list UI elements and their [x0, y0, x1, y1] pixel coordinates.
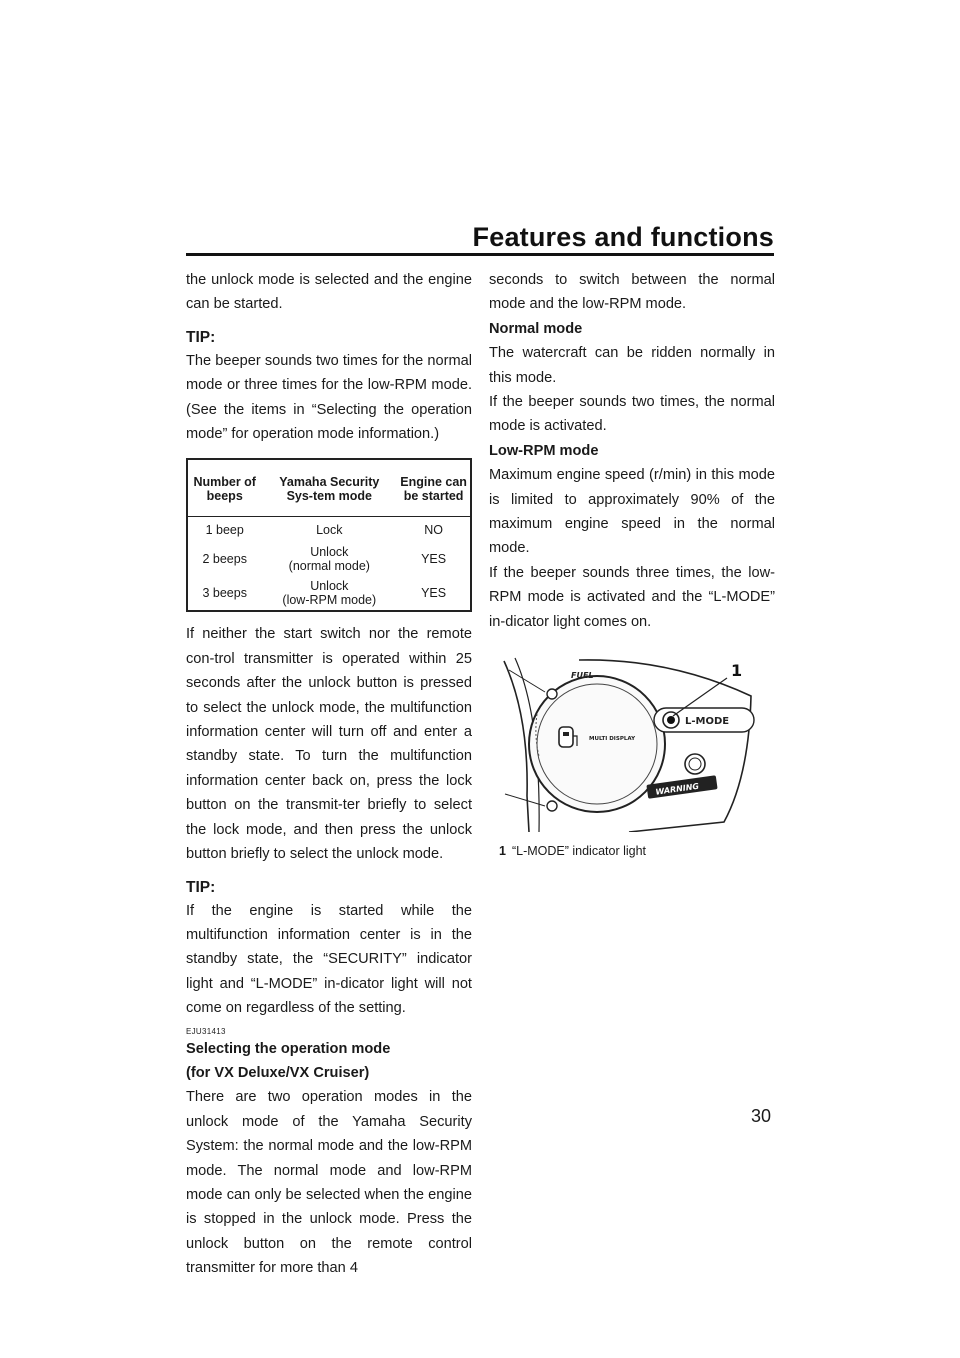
table-cell: NO: [424, 523, 443, 538]
table-header-mode: Yamaha Security Sys-tem mode: [261, 459, 397, 517]
table-row: [187, 542, 471, 576]
page-number: 30: [751, 1106, 772, 1126]
beeps-table: [186, 458, 472, 612]
section-title-line-2: (for VX Deluxe/VX Cruiser): [186, 1064, 370, 1081]
low-rpm-text-1: Maximum engine speed (r/min) in this mode is limited to approximately 90% of the maximum engine speed in the normal mode.: [489, 467, 775, 557]
l-mode-indicator-light: [654, 708, 754, 732]
instrument-panel-figure: [499, 656, 769, 832]
right-column: [489, 268, 775, 858]
table-header-row: [187, 459, 471, 517]
table-cell: Lock: [316, 523, 343, 538]
normal-mode-heading: Normal mode: [489, 320, 583, 337]
left-paragraph-2: If neither the start switch nor the remote con-trol transmitter is operated within 25 seconds after the unlock button is pressed to select the unlock mode, the multifunction information center will turn off and enter a standby state. To turn the multifunction information center back on, press the lock button on the transmit-ter briefly to select the lock mode, and then press the unlock button briefly to select the unlock mode.: [186, 626, 472, 863]
tip-text-1: The beeper sounds two times for the normal mode or three times for the low-RPM mode. (See the items in “Selecting the operation mode” for operation mode information.): [186, 352, 472, 443]
instrument-panel-illustration: [499, 656, 769, 832]
low-rpm-text-2: If the beeper sounds three times, the low-RPM mode is activated and the “L-MODE” in-dicator light comes on.: [489, 564, 775, 630]
section-title-line-1: Selecting the operation mode: [186, 1040, 391, 1057]
callout-number: 1: [731, 661, 743, 681]
low-rpm-heading: Low-RPM mode: [489, 442, 599, 459]
normal-mode-text-1: The watercraft can be ridden normally in this mode.: [489, 345, 775, 386]
right-paragraph-1: seconds to switch between the normal mode and the low-RPM mode.: [489, 272, 775, 313]
left-paragraph-3: There are two operation modes in the unlock mode of the Yamaha Security System: the normal mode and the low-RPM mode. The normal mode and low-RPM mode can only be selected when the engine is stopped in the unlock mode. Press the unlock button on the remote control transmitter for more than 4: [186, 1089, 472, 1277]
table-cell: 3 beeps: [202, 586, 247, 601]
table-header-beeps: Number of beeps: [187, 459, 261, 517]
title-rule: [186, 253, 774, 256]
section-code: EJU31413: [186, 1026, 226, 1036]
table-row: [187, 576, 471, 611]
table-cell: 2 beeps: [202, 552, 247, 567]
caption-number: 1: [499, 844, 506, 859]
caption-text: “L-MODE” indicator light: [511, 844, 647, 859]
table-cell: Unlock (normal mode): [288, 545, 370, 574]
tip-heading-2: TIP:: [186, 878, 216, 896]
table-row: [187, 517, 471, 543]
table-cell: YES: [421, 552, 447, 567]
table-cell: YES: [421, 586, 447, 601]
page-title: Features and functions: [472, 222, 774, 252]
table-cell: 1 beep: [205, 523, 244, 538]
left-paragraph-1: the unlock mode is selected and the engine can be started.: [186, 272, 472, 313]
left-column: [186, 268, 472, 1281]
table-header-started: Engine can be started: [397, 459, 471, 517]
figure-caption: [499, 844, 775, 858]
warning-label: WARNING: [654, 781, 700, 797]
l-mode-label: L-MODE: [685, 716, 730, 728]
normal-mode-text-2: If the beeper sounds two times, the normal mode is activated.: [489, 394, 775, 435]
svg-text:FUEL: FUEL: [571, 671, 594, 681]
multi-display-label: MULTI DISPLAY: [589, 736, 636, 743]
tip-text-2: If the engine is started while the multifunction information center is in the standby state, the “SECURITY” indicator light and “L-MODE” in-dicator light will not come on regardless of the setting.: [186, 902, 472, 1017]
table-cell: Unlock (low-RPM mode): [282, 579, 377, 608]
tip-heading-1: TIP:: [186, 328, 216, 346]
